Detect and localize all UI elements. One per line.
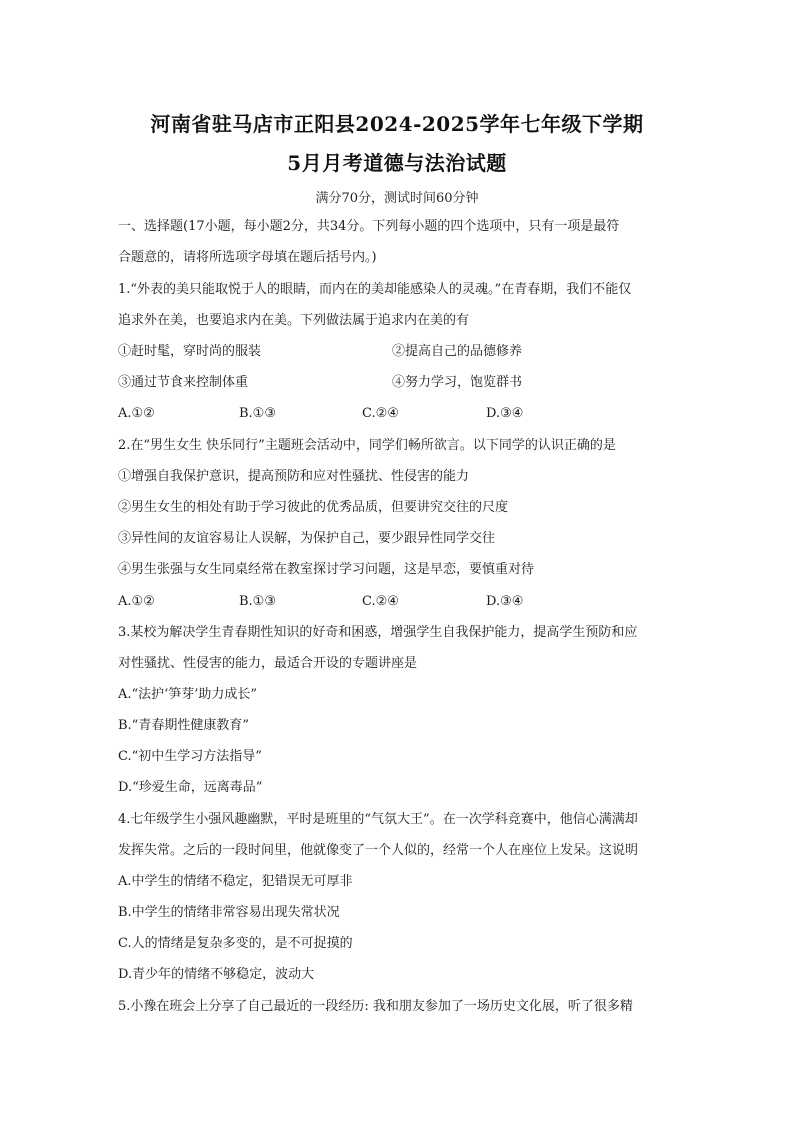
score-info: 满分70分，测试时间60分钟 bbox=[315, 191, 479, 206]
section-heading-line2: 合题意的，请将所选项字母填在题后括号内。) bbox=[118, 250, 377, 265]
q1-choice-b: B.①③ bbox=[239, 406, 276, 421]
q3-choice-a: A.“法护‘笋芽’助力成长” bbox=[118, 687, 258, 702]
q4-choice-c: C.人的情绪是复杂多变的，是不可捉摸的 bbox=[118, 936, 353, 951]
q3-choice-c: C.“初中生学习方法指导” bbox=[118, 749, 262, 764]
q4-stem-line1: 4.七年级学生小强风趣幽默，平时是班里的“气氛大王”。在一次学科竞赛中，他信心满满却 bbox=[118, 812, 638, 827]
q2-item-1: ①增强自我保护意识，提高预防和应对性骚扰、性侵害的能力 bbox=[118, 469, 470, 484]
q2-item-2: ②男生女生的相处有助于学习彼此的优秀品质，但要讲究交往的尺度 bbox=[118, 500, 509, 515]
exam-title-line1: 河南省驻马店市正阳县2024-2025学年七年级下学期 bbox=[150, 112, 644, 136]
q4-choice-b: B.中学生的情绪非常容易出现失常状况 bbox=[118, 905, 340, 920]
section-heading-line1: 一、选择题(17小题，每小题2分，共34分。下列每小题的四个选项中，只有一项是最符 bbox=[118, 219, 620, 234]
q5-stem-line1: 5.小豫在班会上分享了自己最近的一段经历: 我和朋友参加了一场历史文化展，听了很多精 bbox=[118, 999, 633, 1014]
q3-choice-d: D.“珍爱生命，远离毒品” bbox=[118, 780, 263, 795]
q1-item-3: ③通过节食来控制体重 bbox=[118, 375, 249, 390]
q3-stem-line1: 3.某校为解决学生青春期性知识的好奇和困惑，增强学生自我保护能力，提高学生预防和应 bbox=[118, 625, 638, 640]
q3-stem-line2: 对性骚扰、性侵害的能力，最适合开设的专题讲座是 bbox=[118, 656, 418, 671]
q3-choice-b: B.“青春期性健康教育” bbox=[118, 718, 249, 733]
q2-choice-c: C.②④ bbox=[362, 594, 399, 609]
q1-stem-line2: 追求外在美，也要追求内在美。下列做法属于追求内在美的有 bbox=[118, 313, 470, 328]
q1-choice-a: A.①② bbox=[118, 406, 155, 421]
q1-item-4: ④努力学习，饱览群书 bbox=[392, 375, 523, 390]
q2-item-3: ③异性间的友谊容易让人误解，为保护自己，要少跟异性同学交往 bbox=[118, 531, 496, 546]
q2-choice-b: B.①③ bbox=[239, 594, 276, 609]
q2-item-4: ④男生张强与女生同桌经常在教室探讨学习问题，这是早恋，要慎重对待 bbox=[118, 562, 535, 577]
q4-stem-line2: 发挥失常。之后的一段时间里，他就像变了一个人似的，经常一个人在座位上发呆。这说明 bbox=[118, 843, 639, 858]
q2-choice-a: A.①② bbox=[118, 594, 155, 609]
q4-choice-d: D.青少年的情绪不够稳定，波动大 bbox=[118, 967, 315, 982]
q1-stem-line1: 1.“外表的美只能取悦于人的眼睛，而内在的美却能感染人的灵魂。”在青春期，我们不能仅 bbox=[118, 282, 632, 297]
q2-choice-d: D.③④ bbox=[486, 594, 524, 609]
q1-item-1: ①赶时髦，穿时尚的服装 bbox=[118, 344, 262, 359]
q1-item-2: ②提高自己的品德修养 bbox=[392, 344, 523, 359]
q1-choice-c: C.②④ bbox=[362, 406, 399, 421]
q1-choice-d: D.③④ bbox=[486, 406, 524, 421]
q4-choice-a: A.中学生的情绪不稳定，犯错误无可厚非 bbox=[118, 874, 353, 889]
exam-title-line2: 5月月考道德与法治试题 bbox=[287, 151, 507, 175]
q2-stem: 2.在“男生女生 快乐同行”主题班会活动中，同学们畅所欲言。以下同学的认识正确的是 bbox=[118, 438, 616, 453]
